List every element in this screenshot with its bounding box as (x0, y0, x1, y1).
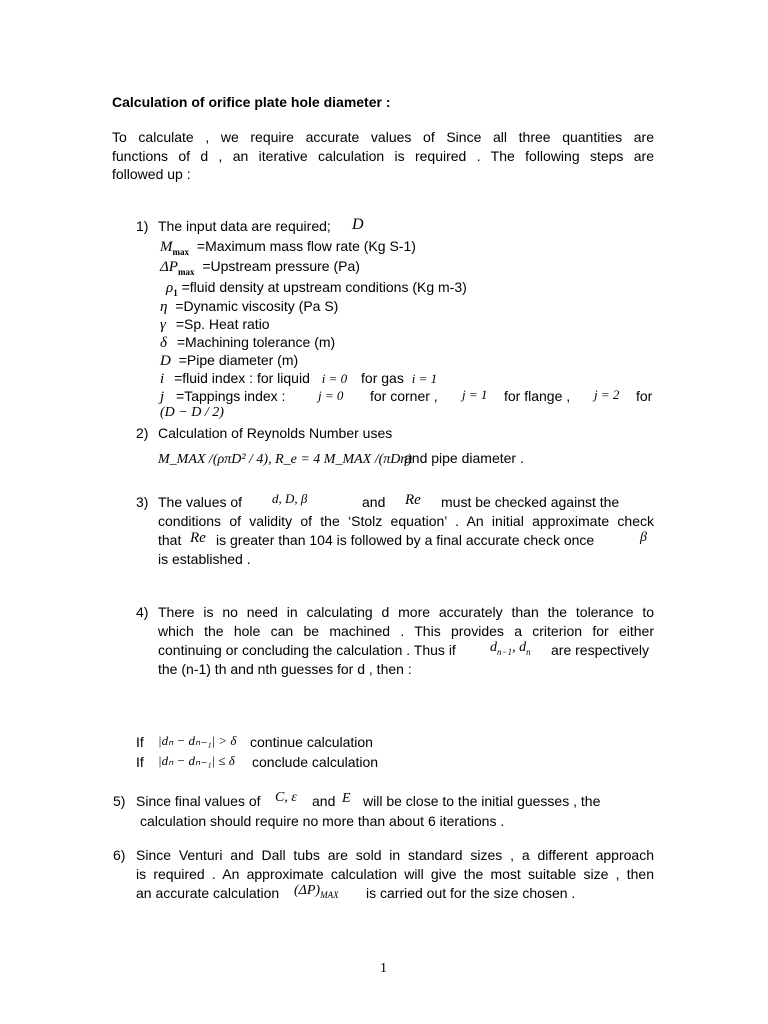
step-5-post: will be close to the initial guesses , the (363, 793, 601, 809)
tappings-last-math: j = 2 (594, 387, 620, 402)
step-5-math-c-eps: C, ε (275, 790, 297, 805)
step-3-math-re: Re (405, 492, 421, 508)
input-item-mass-flow: $M_{max}$ =Maximum mass flow rate (Kg S-1) (160, 238, 416, 257)
step-6-number: 6) (113, 847, 126, 863)
condition-2-text: conclude calculation (252, 754, 379, 770)
step-4-math-guesses: $d_{n-1}$, $d_n$ (490, 640, 531, 657)
condition-2-if: If (136, 754, 144, 770)
step-3-and: and (362, 494, 386, 510)
reynolds-formula: M_MAX /(ρπD² / 4), R_e = 4 M_MAX /(πDη) (158, 452, 412, 467)
step-5-pre: Since final values of (136, 793, 261, 809)
step-6-line-3b: is carried out for the size chosen . (366, 885, 576, 901)
step-3-pre: The values of (158, 494, 243, 510)
step-5-math-e: E (342, 791, 351, 806)
input-item-tappings-index: j =Tappings index : (160, 388, 286, 405)
condition-1-if: If (136, 734, 144, 750)
step-4-line-2: which the hole can be machined . This provides a criterion for either (158, 623, 654, 639)
intro-line-3: followed up : (112, 166, 191, 182)
page-title: Calculation of orifice plate hole diameter : (112, 94, 391, 110)
tappings-corner-math: j = 0 (318, 388, 344, 403)
tappings-last-text: for (636, 388, 653, 404)
intro-line-1: To calculate , we require accurate values of Since all three quantities are (112, 129, 654, 145)
step-1-text: The input data are required; (158, 218, 331, 234)
step-2-after-text: and pipe diameter . (404, 450, 524, 466)
step-4-line-3b: are respectively (551, 642, 650, 658)
step-2-text: Calculation of Reynolds Number uses (158, 425, 393, 441)
step-3-line-3b: is greater than 104 is followed by a final accurate check once (216, 532, 595, 548)
step-3-line-2: conditions of validity of the ‘Stolz equation’ . An initial approximate check (158, 513, 654, 529)
input-item-pipe-diameter: D =Pipe diameter (m) (160, 352, 299, 369)
input-item-viscosity: η =Dynamic viscosity (Pa S) (160, 298, 339, 315)
input-item-heat-ratio: γ =Sp. Heat ratio (160, 316, 270, 333)
step-5-number: 5) (113, 793, 126, 809)
step-4-line-1: There is no need in calculating d more accurately than the tolerance to (158, 604, 654, 620)
step-2-number: 2) (136, 425, 149, 441)
input-item-fluid-index: i =fluid index : for liquid i = 0 for gas i = 1 (160, 370, 438, 387)
tappings-flange-math: j = 1 (462, 387, 488, 402)
tappings-flange-text: for flange , (504, 388, 571, 404)
condition-1-text: continue calculation (250, 734, 373, 750)
step-3-line-4: is established . (158, 551, 251, 567)
tappings-corner-text: for corner , (370, 388, 438, 404)
input-item-density: $\rho_1$ =fluid density at upstream conditions (Kg m-3) (166, 279, 467, 298)
step-6-line-1: Since Venturi and Dall tubs are sold in standard sizes , a different approach (136, 847, 654, 863)
input-item-tolerance: δ =Machining tolerance (m) (160, 334, 336, 351)
step-5-line-2: calculation should require no more than about 6 iterations . (140, 813, 505, 829)
step-3-post: must be checked against the (441, 494, 620, 510)
intro-line-2: functions of d , an iterative calculation is required . The following steps are (112, 148, 654, 164)
step-3-math-re-2: Re (190, 530, 206, 546)
step-1-math-d: D (352, 216, 364, 233)
page-number: 1 (380, 961, 387, 976)
step-4-number: 4) (136, 604, 149, 620)
step-1-number: 1) (136, 218, 149, 234)
step-6-line-2: is required . An approximate calculation will give the most suitable size , then (136, 866, 654, 882)
condition-2-expr: |dₙ − dₙ₋₁| ≤ δ (158, 753, 235, 768)
step-3-number: 3) (136, 494, 149, 510)
step-4-line-3a: continuing or concluding the calculation . Thus if (158, 642, 456, 658)
step-4-line-4: the (n-1) th and nth guesses for d , then : (158, 661, 412, 677)
step-6-math-dp: $(\Delta P)_{MAX}$ (294, 883, 339, 900)
input-item-pressure: $\Delta P_{max}$ =Upstream pressure (Pa) (160, 258, 360, 277)
step-3-math-params: d, D, β (272, 491, 308, 506)
tappings-tail-math: (D − D / 2) (160, 405, 224, 420)
step-3-line-3a: that (158, 532, 182, 548)
condition-1-expr: |dₙ − dₙ₋₁| > δ (158, 733, 237, 748)
step-5-and: and (312, 793, 336, 809)
step-3-math-beta: β (640, 530, 647, 545)
step-6-line-3a: an accurate calculation (136, 885, 280, 901)
